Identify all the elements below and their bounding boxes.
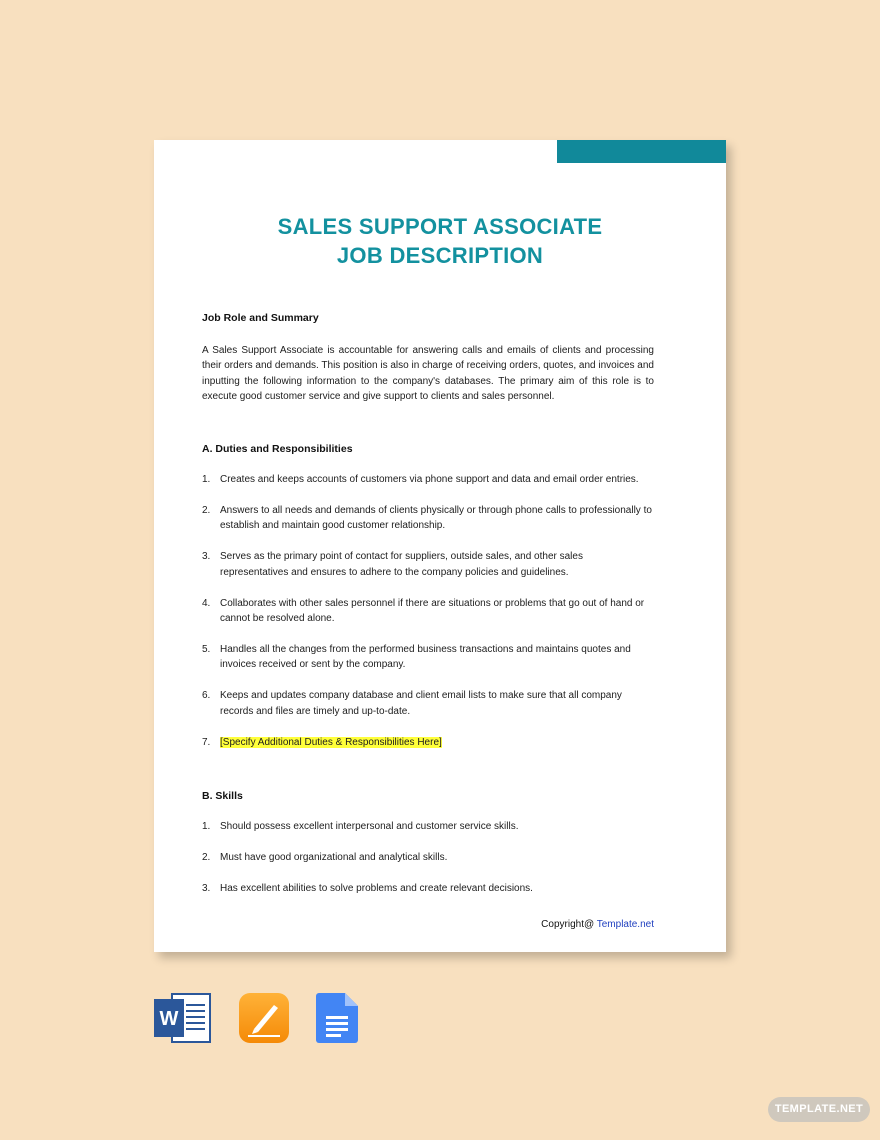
skills-list — [202, 819, 654, 896]
list-item-number: 2. — [202, 505, 211, 517]
placeholder-highlight: [Specify Additional Duties & Responsibilities Here] — [220, 736, 442, 748]
list-item — [202, 819, 654, 834]
list-item-text: Keeps and updates company database and client email lists to make sure that all company records and files are timely and up-to-date. — [220, 690, 622, 717]
pages-icon[interactable] — [238, 992, 290, 1049]
list-item-text: Serves as the primary point of contact for suppliers, outside sales, and other sales representatives and ensures to adhere to the company policies and guidelines. — [220, 551, 583, 578]
list-item-text: Handles all the changes from the performed business transactions and maintains quotes and invoices received or sent by the company. — [220, 644, 631, 671]
document-content — [202, 311, 654, 896]
summary-heading: Job Role and Summary — [202, 312, 319, 324]
list-item-text: Has excellent abilities to solve problems and create relevant decisions. — [220, 882, 533, 894]
list-item — [202, 735, 654, 750]
list-item-number: 7. — [202, 736, 211, 748]
list-item-text: Should possess excellent interpersonal and customer service skills. — [220, 820, 519, 832]
list-item-number: 1. — [202, 474, 211, 486]
list-item-number: 2. — [202, 851, 211, 863]
list-item — [202, 472, 654, 487]
list-item — [202, 850, 654, 865]
document-page — [154, 140, 726, 952]
list-item-number: 4. — [202, 597, 211, 609]
watermark-badge: TEMPLATE.NET — [768, 1097, 870, 1122]
list-item-text: Answers to all needs and demands of clients physically or through phone calls to professionally to establish and maintain good customer relationship. — [220, 505, 652, 532]
copyright-label: Copyright@ — [541, 919, 595, 930]
title-line-2: JOB DESCRIPTION — [336, 243, 544, 268]
list-item — [202, 503, 654, 534]
google-docs-icon[interactable] — [316, 992, 360, 1049]
duties-heading: A. Duties and Responsibilities — [202, 443, 353, 456]
list-item-text: Must have good organizational and analytical skills. — [220, 851, 448, 863]
list-item-number: 3. — [202, 882, 211, 894]
duties-list — [202, 472, 654, 750]
copyright-link[interactable]: Template.net — [596, 919, 654, 930]
list-item — [202, 549, 654, 580]
svg-text:W: W — [159, 1008, 179, 1030]
page-title — [154, 212, 726, 270]
word-icon[interactable] — [154, 992, 212, 1049]
list-item — [202, 596, 654, 627]
skills-heading: B. Skills — [202, 789, 243, 802]
list-item — [202, 642, 654, 673]
copyright — [541, 919, 654, 930]
list-item-number: 3. — [202, 551, 211, 563]
list-item-text: Collaborates with other sales personnel if there are situations or problems that go out of hand or cannot be resolved alone. — [220, 597, 645, 625]
list-item-text: Creates and keeps accounts of customers via phone support and data and email order entries. — [220, 474, 639, 486]
list-item — [202, 881, 654, 896]
list-item-number: 6. — [202, 690, 211, 702]
list-item-number: 1. — [202, 820, 211, 832]
title-line-1: SALES SUPPORT ASSOCIATE — [277, 214, 603, 239]
list-item — [202, 688, 654, 719]
list-item-number: 5. — [202, 644, 211, 656]
accent-bar — [557, 140, 726, 163]
summary-text: A Sales Support Associate is accountable for answering calls and emails of clients and processing their orders and demands. This position is also in charge of receiving orders, quotes, and invoices and inputting the following information to the company's databases. The primary aim of this role is to execute good customer service and give support to clients and sales personnel. — [202, 345, 654, 402]
